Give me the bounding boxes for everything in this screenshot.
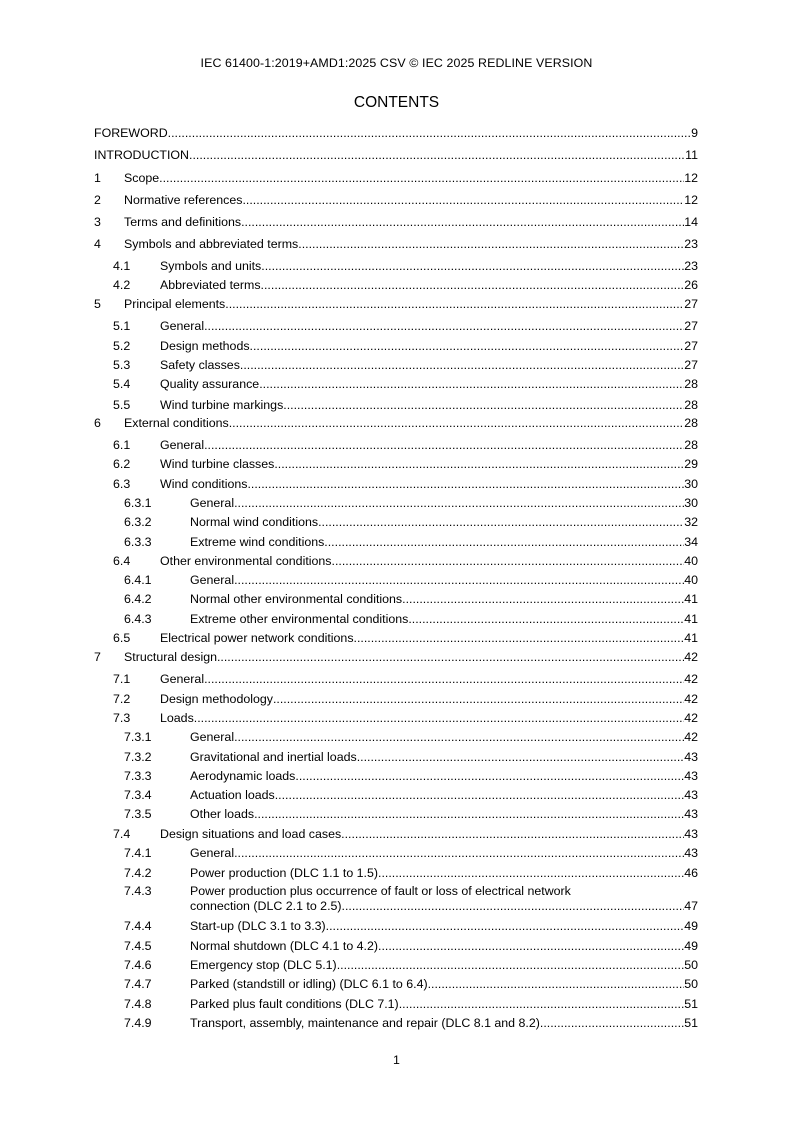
dot-leader <box>168 126 691 141</box>
toc-entry-title: Power production plus occurrence of fault or loss of electrical network <box>190 884 571 898</box>
toc-entry-page: 34 <box>684 535 698 549</box>
toc-entry-title: Extreme other environmental conditions <box>190 612 409 626</box>
dot-leader <box>241 215 684 230</box>
toc-entry-page: 43 <box>684 750 698 764</box>
toc-entry-number: 7.1 <box>113 672 131 686</box>
toc-entry-page: 12 <box>684 193 698 207</box>
toc-entry-page: 40 <box>684 573 698 587</box>
toc-entry-page: 32 <box>684 515 698 529</box>
toc-entry-title: Transport, assembly, maintenance and repair (DLC 8.1 and 8.2) <box>190 1016 540 1030</box>
toc-entry-page: 42 <box>684 650 698 664</box>
dot-leader <box>408 612 684 627</box>
dot-leader <box>225 297 684 312</box>
dot-leader <box>189 148 685 163</box>
toc-entry-title: General <box>190 846 235 860</box>
toc-entry-title: Normative references <box>124 193 243 207</box>
toc-entry-page: 41 <box>684 592 698 606</box>
toc-entry-number: 5.3 <box>113 358 131 372</box>
toc-entry-page: 23 <box>684 237 698 251</box>
toc-entry-number: 7.3.1 <box>124 730 152 744</box>
toc-entry-page: 51 <box>684 1016 698 1030</box>
dot-leader <box>261 278 685 293</box>
toc-entry-number: 7.4.5 <box>124 939 152 953</box>
dot-leader <box>259 377 684 392</box>
dot-leader <box>254 807 684 822</box>
toc-entry-page: 42 <box>684 730 698 744</box>
toc-entry-number: 6.2 <box>113 457 131 471</box>
toc-entry-number: 6.5 <box>113 631 131 645</box>
toc-entry-number: 5.4 <box>113 377 131 391</box>
toc-entry-page: 47 <box>684 899 698 913</box>
toc-entry-page: 28 <box>684 438 698 452</box>
dot-leader <box>341 827 684 842</box>
toc-entry-number: 7.4.6 <box>124 958 152 972</box>
dot-leader <box>194 711 684 726</box>
toc-entry-page: 28 <box>684 398 698 412</box>
page-title: CONTENTS <box>353 94 440 111</box>
toc-entry-number: 4.2 <box>113 278 131 292</box>
toc-entry-page: 50 <box>684 977 698 991</box>
toc-entry-title: Other environmental conditions <box>160 554 332 568</box>
dot-leader <box>159 171 684 186</box>
toc-entry-title: Power production (DLC 1.1 to 1.5) <box>190 866 379 880</box>
toc-entry-number: 6.4.2 <box>124 592 152 606</box>
dot-leader <box>234 846 684 861</box>
toc-entry-number: 6.4.3 <box>124 612 152 626</box>
toc-entry-title: Aerodynamic loads <box>190 769 296 783</box>
toc-entry-page: 27 <box>684 339 698 353</box>
toc-entry-number: 7.3.4 <box>124 788 152 802</box>
toc-entry-page: 43 <box>684 846 698 860</box>
toc-entry-number: 4 <box>94 237 101 251</box>
dot-leader <box>247 477 684 492</box>
dot-leader <box>273 692 684 707</box>
toc-entry-title: Design situations and load cases <box>160 827 342 841</box>
dot-leader <box>242 193 684 208</box>
toc-entry-title: Design methodology <box>160 692 273 706</box>
dot-leader <box>234 730 684 745</box>
toc-entry-title: Symbols and units <box>160 259 262 273</box>
dot-leader <box>275 788 684 803</box>
toc-entry-number: 6 <box>94 416 101 430</box>
toc-entry-page: 9 <box>691 126 698 140</box>
toc-entry-number: 7.4.1 <box>124 846 152 860</box>
toc-entry-number: 1 <box>94 171 101 185</box>
dot-leader <box>274 457 684 472</box>
toc-entry-page: 12 <box>684 171 698 185</box>
dot-leader <box>337 958 685 973</box>
toc-entry-title: General <box>160 672 205 686</box>
toc-entry-title: Structural design <box>124 650 217 664</box>
dot-leader <box>234 496 684 511</box>
toc-entry-page: 40 <box>684 554 698 568</box>
toc-entry-title: Emergency stop (DLC 5.1) <box>190 958 337 972</box>
toc-entry-number: 7.4.9 <box>124 1016 152 1030</box>
dot-leader <box>326 919 685 934</box>
dot-leader <box>204 438 684 453</box>
toc-entry-page: 50 <box>684 958 698 972</box>
toc-entry-title: Quality assurance <box>160 377 260 391</box>
toc-entry-page: 43 <box>684 827 698 841</box>
toc-entry-page: 29 <box>684 457 698 471</box>
toc-entry-page: 43 <box>684 769 698 783</box>
toc-entry-title: Gravitational and inertial loads <box>190 750 357 764</box>
toc-entry-page: 41 <box>684 631 698 645</box>
toc-entry-number: 5.1 <box>113 319 131 333</box>
dot-leader <box>229 416 685 431</box>
toc-entry-page: 26 <box>684 278 698 292</box>
toc-entry-title: Start-up (DLC 3.1 to 3.3) <box>190 919 326 933</box>
toc-entry-page: 28 <box>684 416 698 430</box>
toc-entry-number: 7.4.8 <box>124 997 152 1011</box>
toc-entry-title: Wind turbine markings <box>160 398 284 412</box>
dot-leader <box>428 977 685 992</box>
toc-entry-title: Actuation loads <box>190 788 275 802</box>
toc-entry-number: 7.4.2 <box>124 866 152 880</box>
toc-entry-title: Normal shutdown (DLC 4.1 to 4.2) <box>190 939 379 953</box>
dot-leader <box>378 866 684 881</box>
toc-entry-number: 7.4 <box>113 827 131 841</box>
toc-entry-page: 28 <box>684 377 698 391</box>
toc-entry-number: 6.3.2 <box>124 515 152 529</box>
dot-leader <box>295 769 684 784</box>
dot-leader <box>357 750 685 765</box>
toc-entry-number: 6.1 <box>113 438 131 452</box>
toc-entry-title: External conditions <box>124 416 229 430</box>
toc-entry-page: 42 <box>684 692 698 706</box>
toc-entry-page: 27 <box>684 297 698 311</box>
dot-leader <box>354 631 685 646</box>
toc-entry-number: 5 <box>94 297 101 311</box>
toc-entry-title: FOREWORD <box>94 126 168 140</box>
toc-entry-page: 23 <box>684 259 698 273</box>
toc-entry-title: Parked (standstill or idling) (DLC 6.1 to 6.4) <box>190 977 428 991</box>
toc-entry-title: INTRODUCTION <box>94 148 189 162</box>
toc-entry-page: 42 <box>684 711 698 725</box>
toc-entry-title: Electrical power network conditions <box>160 631 354 645</box>
dot-leader <box>399 997 685 1012</box>
dot-leader <box>261 259 684 274</box>
toc-entry-title: General <box>160 438 205 452</box>
toc-entry-page: 43 <box>684 788 698 802</box>
toc-entry-title: Terms and definitions <box>124 215 242 229</box>
dot-leader <box>332 554 685 569</box>
toc-entry-number: 2 <box>94 193 101 207</box>
toc-entry-title: Wind conditions <box>160 477 248 491</box>
dot-leader <box>204 319 684 334</box>
toc-entry-title: General <box>160 319 205 333</box>
toc-entry-page: 43 <box>684 807 698 821</box>
dot-leader <box>540 1016 684 1031</box>
dot-leader <box>217 650 684 665</box>
toc-entry-page: 11 <box>685 148 698 162</box>
toc-entry-number: 7.4.3 <box>124 884 152 898</box>
toc-entry-number: 7.2 <box>113 692 131 706</box>
toc-entry-number: 7.4.4 <box>124 919 152 933</box>
toc-entry-number: 4.1 <box>113 259 131 273</box>
toc-entry-title-continued: connection (DLC 2.1 to 2.5) <box>190 899 342 913</box>
dot-leader <box>204 672 684 687</box>
dot-leader <box>283 398 684 413</box>
toc-entry-page: 41 <box>684 612 698 626</box>
toc-entry-title: Safety classes <box>160 358 240 372</box>
document-header: IEC 61400-1:2019+AMD1:2025 CSV © IEC 2025 REDLINE VERSION <box>200 56 593 70</box>
toc-entry-title: Scope <box>124 171 160 185</box>
toc-entry-title: Normal other environmental conditions <box>190 592 403 606</box>
page-number: 1 <box>393 1053 400 1067</box>
toc-entry-title: Principal elements <box>124 297 226 311</box>
toc-entry-number: 5.5 <box>113 398 131 412</box>
toc-entry-number: 7.3.5 <box>124 807 152 821</box>
toc-entry-title: Design methods <box>160 339 250 353</box>
dot-leader <box>378 939 684 954</box>
toc-entry-title: General <box>190 730 235 744</box>
table-of-contents <box>94 0 698 1050</box>
toc-entry-page: 42 <box>684 672 698 686</box>
toc-entry-page: 49 <box>684 919 698 933</box>
toc-entry-title: Wind turbine classes <box>160 457 275 471</box>
toc-entry-title: Normal wind conditions <box>190 515 319 529</box>
dot-leader <box>250 339 685 354</box>
toc-entry-page: 51 <box>684 997 698 1011</box>
toc-entry-number: 5.2 <box>113 339 131 353</box>
dot-leader <box>240 358 684 373</box>
dot-leader <box>402 592 684 607</box>
toc-entry-number: 7.4.7 <box>124 977 152 991</box>
toc-entry-number: 6.3.1 <box>124 496 152 510</box>
toc-entry-number: 6.4 <box>113 554 131 568</box>
toc-entry-title: General <box>190 496 235 510</box>
toc-entry-number: 6.4.1 <box>124 573 152 587</box>
dot-leader <box>318 515 684 530</box>
toc-entry-number: 7.3 <box>113 711 131 725</box>
toc-entry-number: 7.3.3 <box>124 769 152 783</box>
toc-entry-page: 27 <box>684 358 698 372</box>
toc-entry-title: General <box>190 573 235 587</box>
toc-entry-number: 7 <box>94 650 101 664</box>
toc-entry-page: 14 <box>684 215 698 229</box>
toc-entry-number: 6.3.3 <box>124 535 152 549</box>
toc-entry-number: 7.3.2 <box>124 750 152 764</box>
toc-entry-page: 30 <box>684 477 698 491</box>
dot-leader <box>234 573 684 588</box>
toc-entry-number: 3 <box>94 215 101 229</box>
dot-leader <box>342 899 685 914</box>
toc-entry-page: 49 <box>684 939 698 953</box>
toc-entry-number: 6.3 <box>113 477 131 491</box>
dot-leader <box>324 535 684 550</box>
toc-entry-page: 27 <box>684 319 698 333</box>
toc-entry-title: Loads <box>160 711 194 725</box>
toc-entry-title: Other loads <box>190 807 255 821</box>
toc-entry-title: Extreme wind conditions <box>190 535 325 549</box>
toc-entry-page: 46 <box>684 866 698 880</box>
toc-entry-title: Parked plus fault conditions (DLC 7.1) <box>190 997 399 1011</box>
toc-entry-title: Abbreviated terms <box>160 278 261 292</box>
toc-entry-page: 30 <box>684 496 698 510</box>
dot-leader <box>298 237 684 252</box>
toc-entry-title: Symbols and abbreviated terms <box>124 237 299 251</box>
